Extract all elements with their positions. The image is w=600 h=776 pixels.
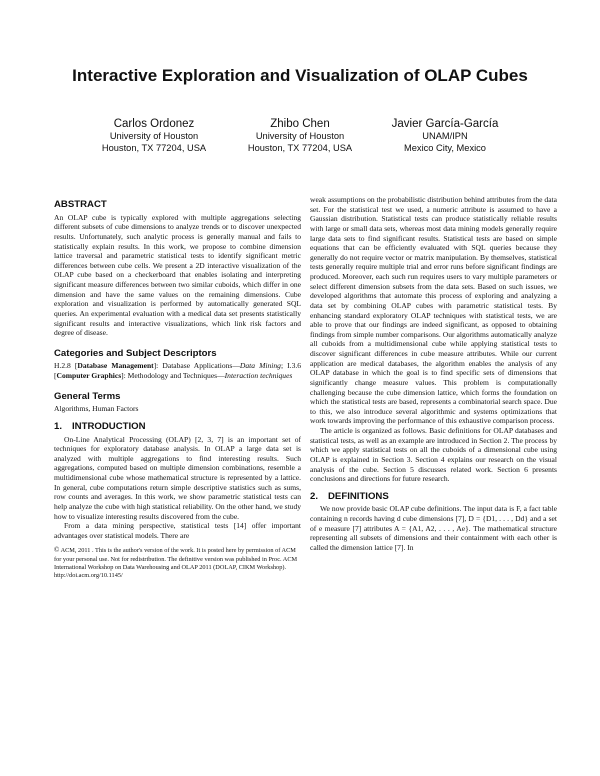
author-block: [360, 118, 530, 154]
introduction-paragraph: The article is organized as follows. Basic definitions for OLAP databases and statistical tests, as well as an example are introduced in Section 2. The process by which we apply statistical tests on all the cuboids of a dimensional cube using OLAP is explained in Section 3. Section 4 explains our research on the visual analysis of the cube. Section 5 discusses related work. Section 6 presents conclusions and directions for future research.: [310, 426, 557, 484]
author-name: Javier García-García: [391, 118, 499, 130]
author-name: Zhibo Chen: [270, 118, 330, 130]
paper-title: Interactive Exploration and Visualization of OLAP Cubes: [72, 66, 528, 85]
abstract-text: An OLAP cube is typically explored with multiple aggregations selecting different subsets of cube dimensions to analyze trends or to discover unexpected results. Unfortunately, such analytic process is generally manual and fails to statistically explain results. In this work, we propose to combine dimension lattice traversal and parametric statistical tests to identify significant metric differences between cube cells. We present a 2D interactive visualization of the OLAP cube based on a checkerboard that enables isolating and interpreting significant measure differences between two similar cuboids, which differ in one dimension and have the same values on the remaining dimensions. Cube exploration and visualization is performed by automatically generated SQL queries. An experimental evaluation with a medical data set presents statistically significant results and interactive visualizations, which link risk factors and degree of disease.: [54, 212, 301, 338]
introduction-heading: 1. INTRODUCTION: [54, 420, 146, 432]
copyright-footnote: © ACM, 2011 . This is the author's version of the work. It is posted here by permission of ACM for your personal use. Not for redistribution. The definitive version was published in Proc. ACM International Workshop on Data Warehousing and OLAP 2011 (DOLAP, CIKM Workshop). http://doi.acm.org/10.1145/: [54, 546, 298, 579]
abstract-heading: ABSTRACT: [54, 199, 107, 210]
definitions-heading: 2. DEFINITIONS: [310, 490, 389, 502]
author-location: Houston, TX 77204, USA: [101, 142, 207, 153]
author-block: [69, 118, 239, 154]
general-terms-heading: General Terms: [54, 390, 121, 402]
categories-heading: Categories and Subject Descriptors: [54, 347, 217, 359]
author-location: Houston, TX 77204, USA: [247, 142, 353, 153]
author-affiliation: University of Houston: [255, 131, 345, 141]
introduction-paragraph: From a data mining perspective, statistical tests [14] offer important advantages over statistical models. There are: [54, 521, 301, 540]
author-name: Carlos Ordonez: [113, 118, 195, 130]
definitions-paragraph: We now provide basic OLAP cube definitions. The input data is F, a fact table containing n records having d cube dimensions [7], D = {D1, . . . , Dd} and a set of e measure [7] attributes A = {A1, A2, . . . , Ae}. The mathematical structure representing all subsets of dimensions and their containment with each other is called the dimension lattice [7]. In: [310, 504, 557, 552]
left-column: [54, 200, 301, 580]
introduction-paragraph: weak assumptions on the probabilistic distribution behind attributes from the data set. For the statistical test we used, a numeric attribute is assumed to have a Gaussian distribution. Statistical tests can produce statistically reliable results with large or small data sets, whereas most data mining models generally require large data sets to find significant results. Statistical tests are based on simple equations that can be efficiently evaluated with SQL queries because they generally do not require vector or matrix manipulation. By themselves, statistical tests generally require multiple trial and error runs before significant findings are produced. Moreover, each such run requires users to vary multiple parameters or select different dimension subsets from the data sets. Based on such issues, we developed algorithms that automate this process of exploring and analyzing a data set by combining OLAP cubes with parametric statistical tests. By enhancing standard exploratory OLAP techniques with statistical tests, we are able to prove that our findings are indeed significant, as opposed to obtaining findings from simple number comparisons. Our algorithms automatically analyze all cuboids from a multidimensional cube while applying statistical tests to discover significant differences in cube measure attributes. While our current application are medical databases, the algorithm enables the analysis of any OLAP database in which the goal is to find specific sets of dimensions that significantly change measure values. This problem is computationally challenging because the cube dimension lattice, which forms the foundation on which the statistical tests are based, represents a combinatorial search space. Due to this, we also introduce several algorithmic and systems optimizations that work towards improving the performance of this exhaustive comparison process.: [310, 195, 557, 426]
right-column: [310, 195, 557, 553]
author-location: Mexico City, Mexico: [404, 142, 486, 153]
categories-text: H.2.8 [Database Management]: Database Applications—Data Mining; I.3.6 [Computer Graphics]: Methodology and Techniques—Interaction techniques: [54, 361, 301, 380]
author-affiliation: UNAM/IPN: [422, 131, 468, 141]
introduction-paragraph: On-Line Analytical Processing (OLAP) [2, 3, 7] is an important set of techniques for exploratory database analysis. In OLAP a large data set is analyzed with multiple aggregations to find interesting results. Such aggregations, computed based on multiple dimension combinations, resemble a multidimensional cube whose mathematical structure is represented by a lattice. In general, cube computations return simple descriptive statistics such as sums, row counts and averages. In this work, we show parametric statistical tests can help analyze the cube with high statistical reliability. On the other hand, we study how to visualize interesting results discovered from the cube.: [54, 434, 301, 521]
general-terms-text: Algorithms, Human Factors: [54, 404, 139, 414]
author-affiliation: University of Houston: [109, 131, 199, 141]
